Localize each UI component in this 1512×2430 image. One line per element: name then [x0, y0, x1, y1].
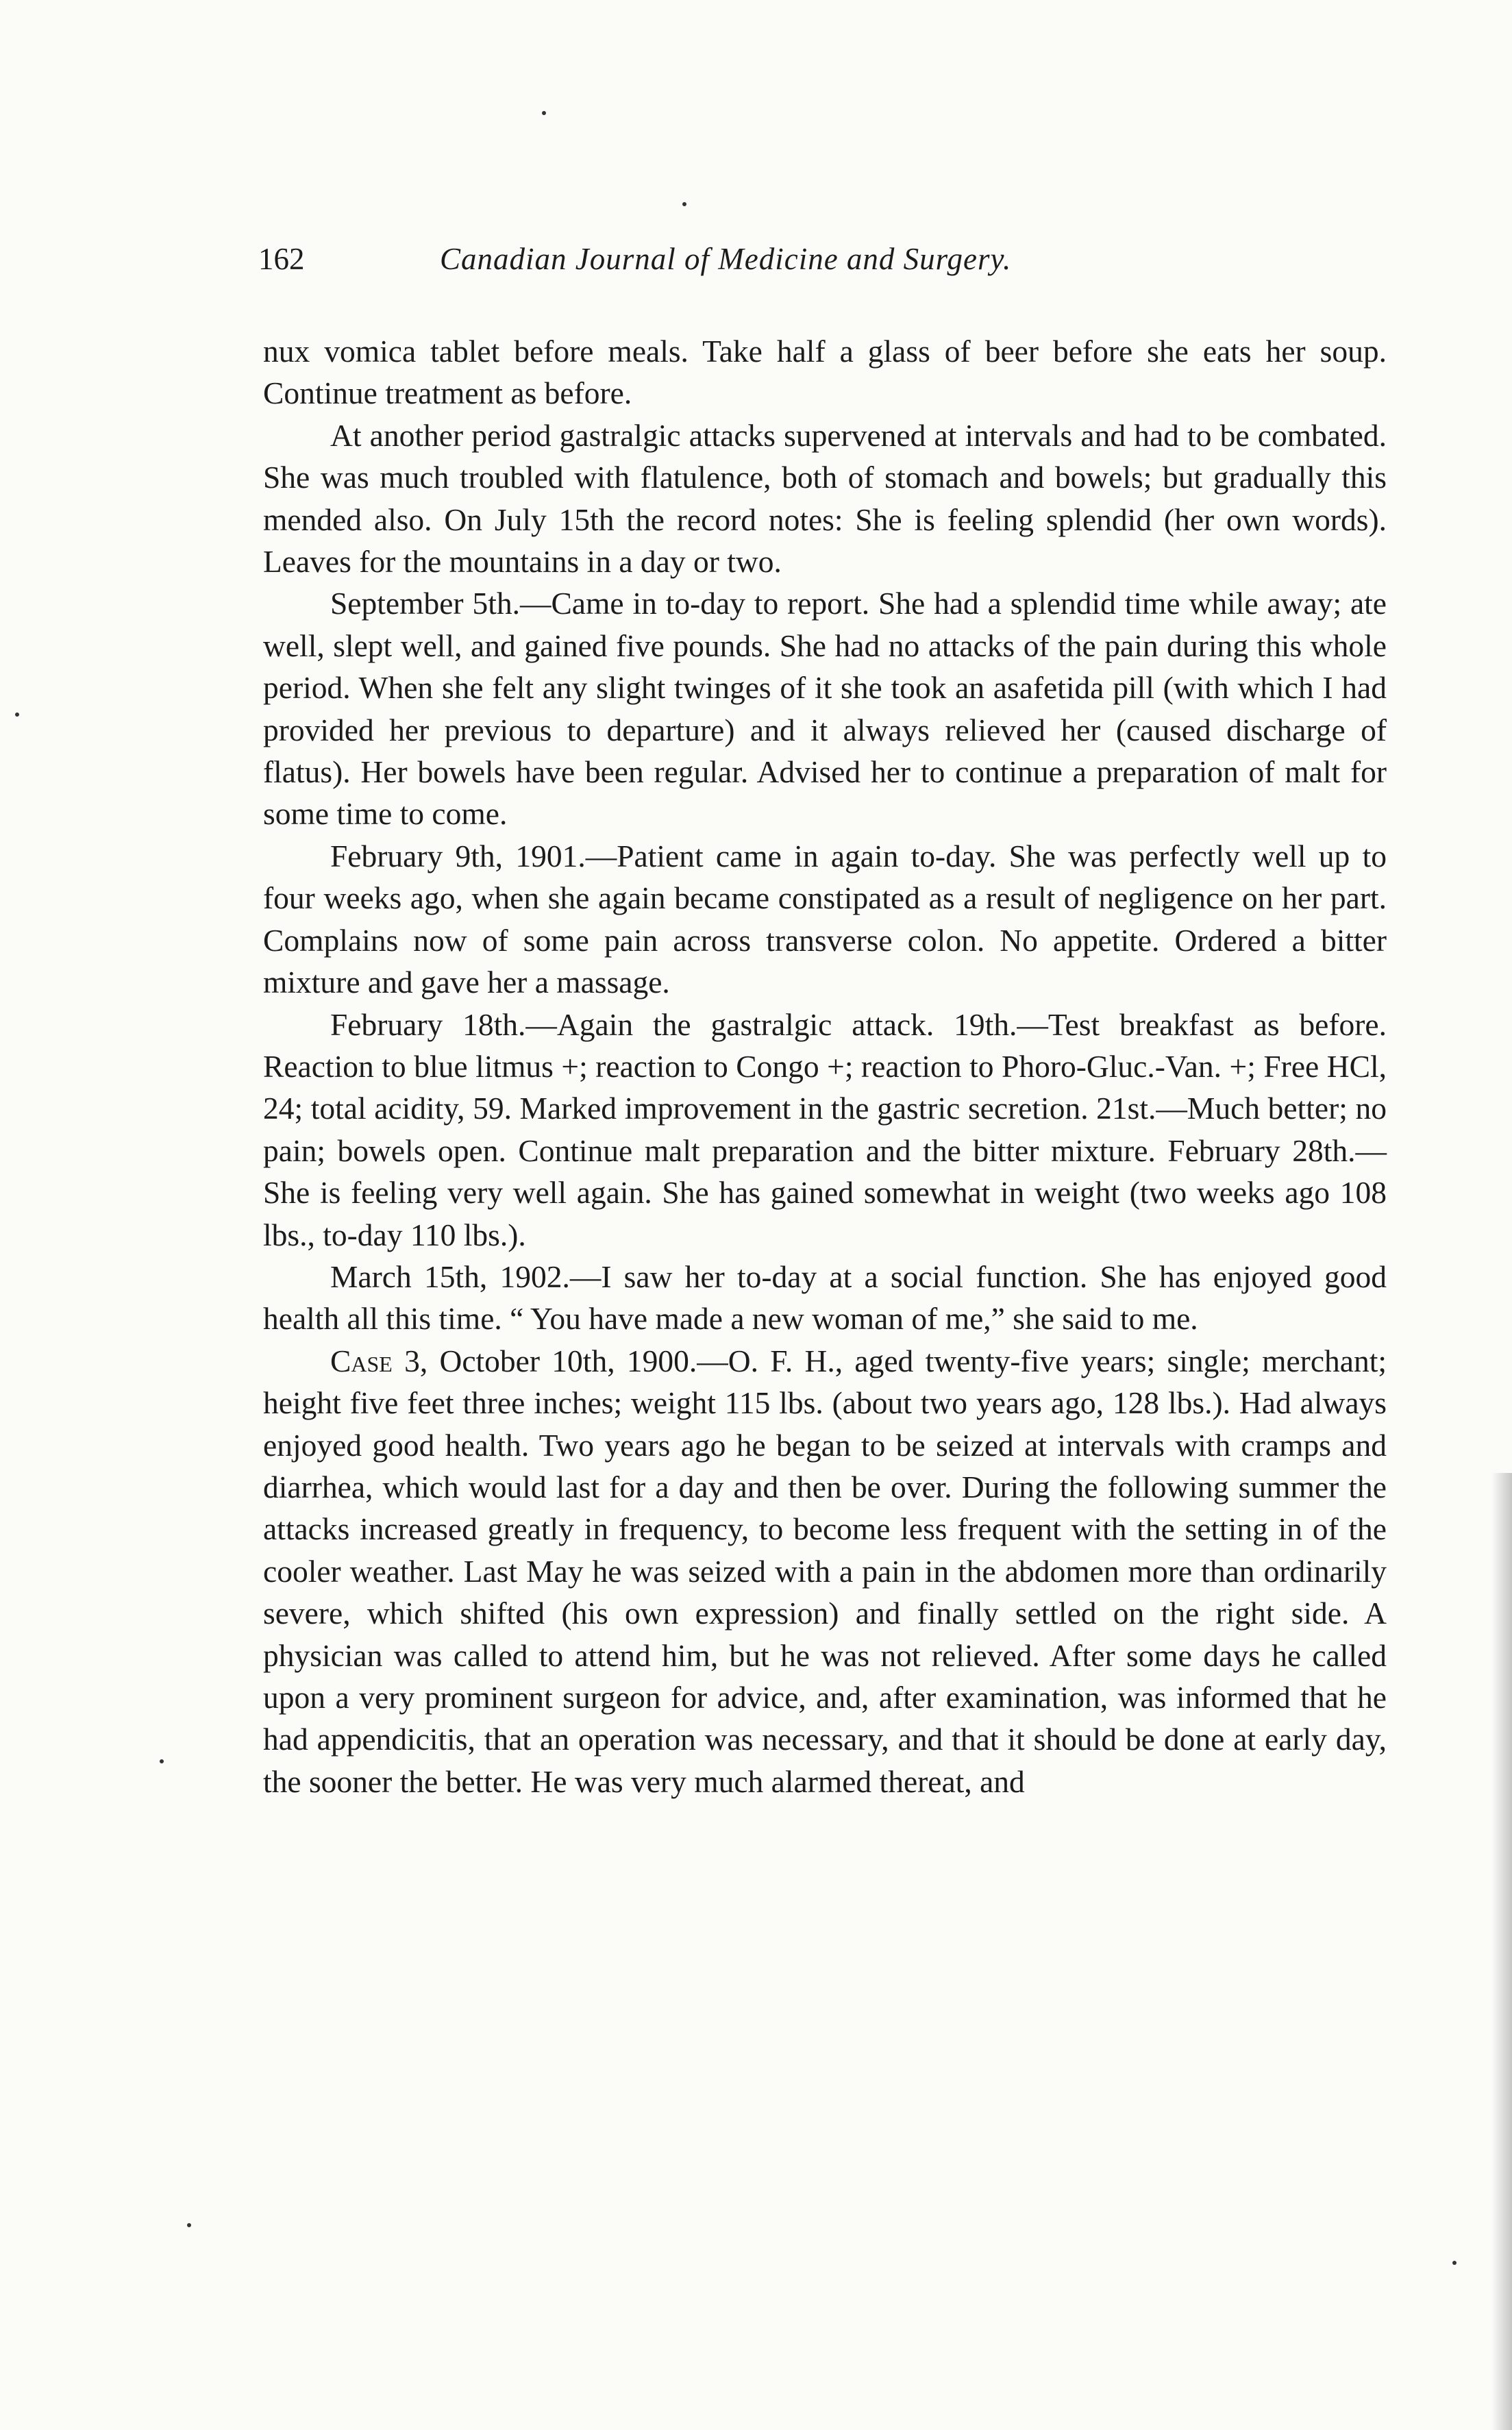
page-number: 162 [258, 242, 305, 276]
scan-speck [542, 111, 546, 115]
journal-title: Canadian Journal of Medicine and Surgery. [440, 242, 1012, 276]
paragraph: February 9th, 1901.—Patient came in again to-day. She was perfectly well up to four weeks ago, when she again became constipated as a result of negligence on her part. Complains now of some pain across transverse colon. No appetite. Ordered a bitter mixture and gave her a massage. [263, 838, 1387, 1000]
scan-speck [15, 712, 19, 717]
page-edge-shadow [1491, 1473, 1512, 2430]
case-label: Case [330, 1343, 393, 1378]
paragraph: September 5th.—Came in to-day to report. She had a splendid time while away; ate well, slept well, and gained five pounds. She had no attacks of the pain during this whole period. When she felt any slight twinges of it she took an asafetida pill (with which I had provided her previous to departure) and it always relieved her (caused discharge of flatus). Her bowels have been regular. Advised her to continue a preparation of malt for some time to come. [263, 586, 1387, 832]
paragraph: February 18th.—Again the gastralgic attack. 19th.—Test breakfast as before. Reaction to blue litmus +; reaction to Congo +; reaction to Phoro-Gluc.-Van. +; Free HCl, 24; total acidity, 59. Marked improvement in the gastric secretion. 21st.—Much better; no pain; bowels open. Continue malt preparation and the bitter mixture. February 28th.—She is feeling very well again. She has gained somewhat in weight (two weeks ago 108 lbs., to-day 110 lbs.). [263, 1006, 1387, 1252]
scan-speck [1452, 2261, 1457, 2265]
scan-speck [682, 202, 686, 206]
body-text [263, 330, 1387, 1802]
scan-speck [187, 2223, 191, 2227]
running-head [258, 241, 1389, 296]
paragraph: nux vomica tablet before meals. Take half a glass of beer before she eats her soup. Continue treatment as before. [263, 334, 1387, 411]
case-paragraph [263, 1340, 1387, 1802]
case-text: 3, October 10th, 1900.—O. F. H., aged twenty-five years; single; merchant; height five feet three inches; weight 115 lbs. (about two years ago, 128 lbs.). Had always enjoyed good health. Two years ago he began to be seized at intervals with cramps and diarrhea, which would last for a day and then be over. During the following summer the attacks increased greatly in frequency, to become less frequent with the setting in of the cooler weather. Last May he was seized with a pain in the abdomen more than ordinarily severe, which shifted (his own expression) and finally settled on the right side. A physician was called to attend him, but he was not relieved. After some days he called upon a very prominent surgeon for advice, and, after examination, was informed that he had appendicitis, that an operation was necessary, and that it should be done at early day, the sooner the better. He was very much alarmed thereat, and [263, 1343, 1387, 1799]
paragraph: At another period gastralgic attacks supervened at intervals and had to be combated. She was much troubled with flatulence, both of stomach and bowels; but gradually this mended also. On July 15th the record notes: She is feeling splendid (her own words). Leaves for the mountains in a day or two. [263, 417, 1387, 580]
scan-speck [160, 1759, 164, 1763]
paragraph: March 15th, 1902.—I saw her to-day at a social function. She has enjoyed good health all this time. “ You have made a new woman of me,” she said to me. [263, 1259, 1387, 1337]
